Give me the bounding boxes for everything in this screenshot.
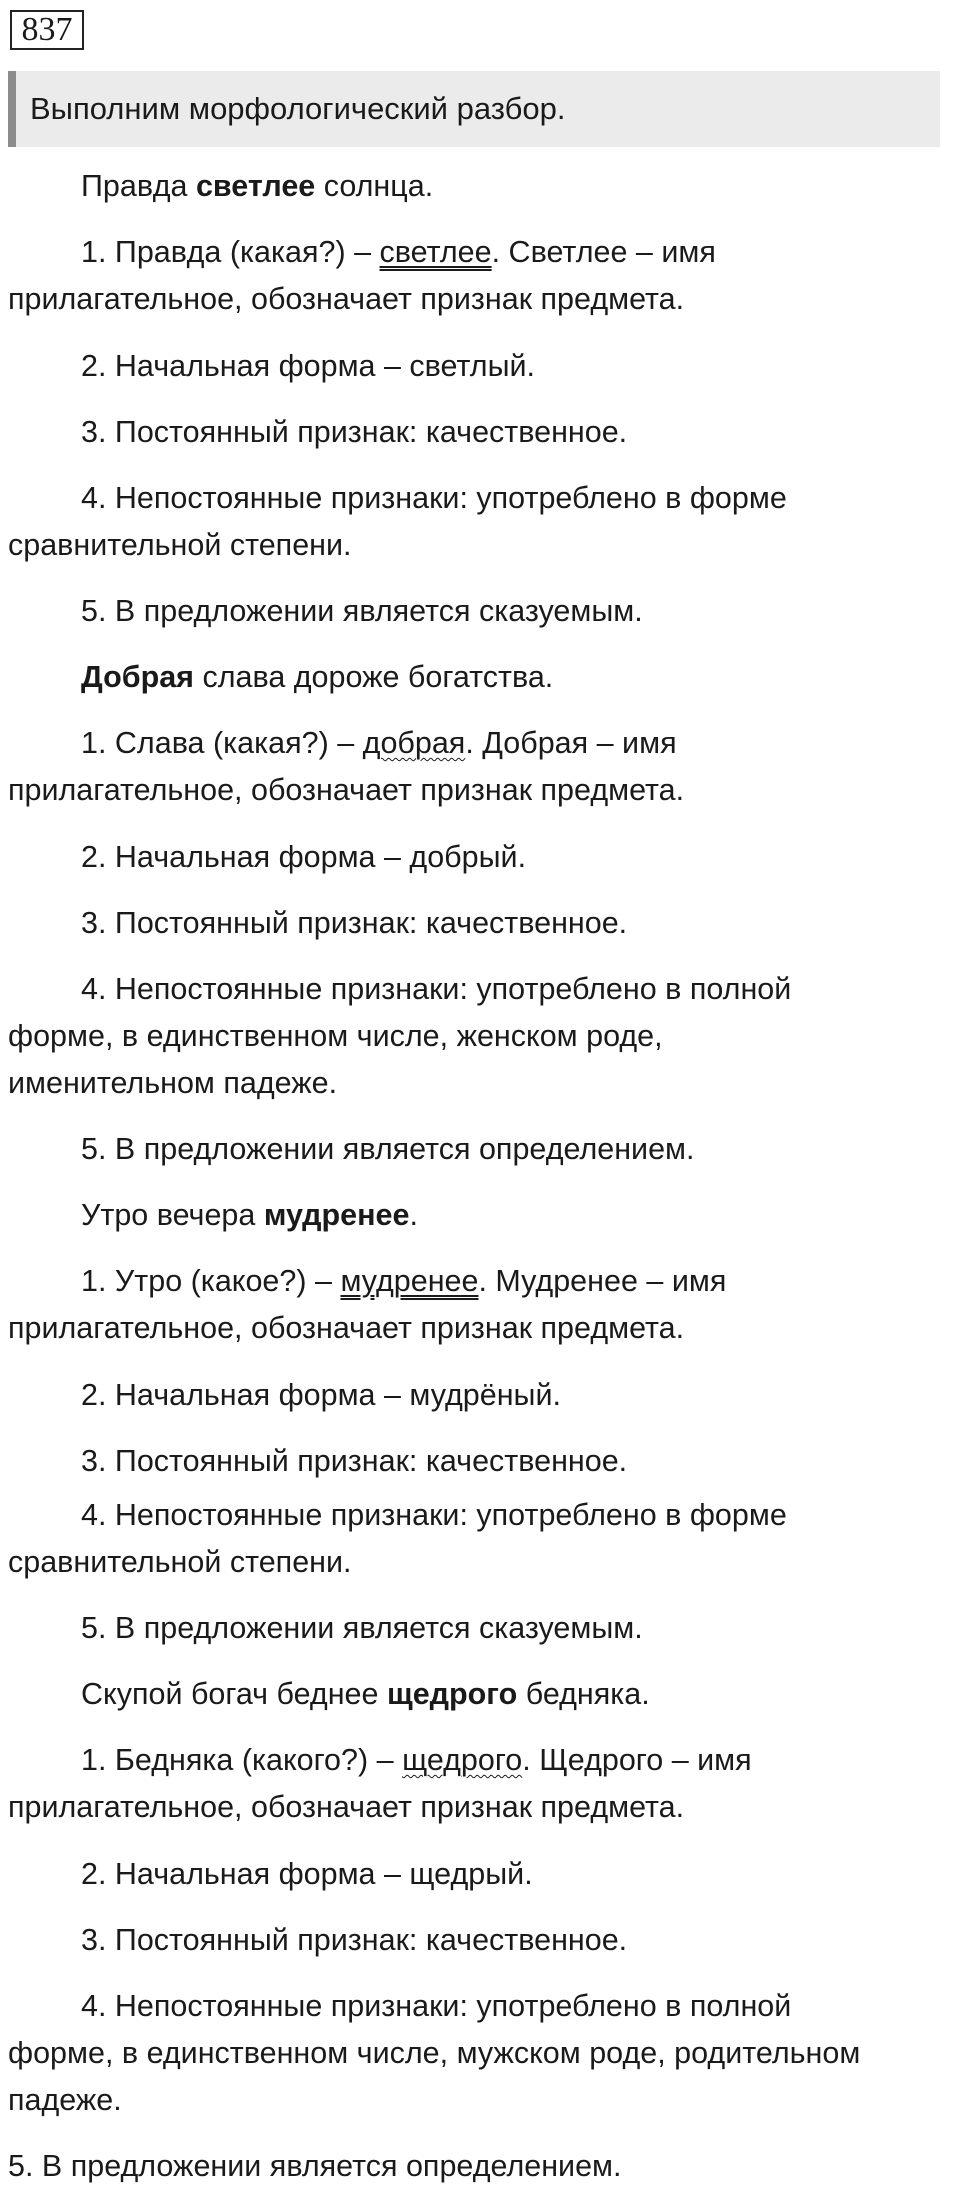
sentence-4: Скупой богач беднее щедрого бедняка. — [81, 1677, 650, 1711]
item-2-3: 3. Постоянный признак: качественное. — [81, 906, 628, 940]
item-1-1-cont: прилагательное, обозначает признак предмета. — [8, 282, 685, 316]
item-2-5: 5. В предложении является определением. — [81, 1132, 695, 1166]
item-2-2: 2. Начальная форма – добрый. — [81, 840, 527, 874]
item-4-2: 2. Начальная форма – щедрый. — [81, 1857, 533, 1891]
attribute-word: щедрого — [402, 1743, 523, 1777]
item-1-5: 5. В предложении является сказуемым. — [81, 594, 643, 628]
item-2-4-cont-2: именительном падеже. — [8, 1066, 338, 1100]
intro-banner: Выполним морфологический разбор. — [8, 71, 940, 147]
predicate-word: светлее — [379, 235, 492, 269]
item-3-3: 3. Постоянный признак: качественное. — [81, 1444, 628, 1478]
item-1-3: 3. Постоянный признак: качественное. — [81, 415, 628, 449]
item-2-1-cont: прилагательное, обозначает признак предмета. — [8, 773, 685, 807]
item-4-3: 3. Постоянный признак: качественное. — [81, 1923, 628, 1957]
item-1-4-cont: сравнительной степени. — [8, 528, 352, 562]
item-3-4-cont: сравнительной степени. — [8, 1545, 352, 1579]
item-4-4: 4. Непостоянные признаки: употреблено в полной — [81, 1989, 792, 2023]
item-4-4-cont-2: падеже. — [8, 2083, 122, 2117]
item-3-1-cont: прилагательное, обозначает признак предмета. — [8, 1311, 685, 1345]
item-1-2: 2. Начальная форма – светлый. — [81, 349, 536, 383]
predicate-word: мудренее — [340, 1264, 479, 1298]
item-2-4-cont-1: форме, в единственном числе, женском роде, — [8, 1019, 663, 1053]
item-3-4: 4. Непостоянные признаки: употреблено в форме — [81, 1498, 787, 1532]
sentence-1: Правда светлее солнца. — [81, 169, 434, 203]
item-4-1-cont: прилагательное, обозначает признак предмета. — [8, 1790, 685, 1824]
item-4-5: 5. В предложении является определением. — [8, 2149, 622, 2183]
item-1-1: 1. Правда (какая?) – светлее. Светлее – имя — [81, 235, 716, 269]
item-4-4-cont-1: форме, в единственном числе, мужском роде, родительном — [8, 2036, 861, 2070]
attribute-word: добрая — [362, 726, 466, 760]
item-3-5: 5. В предложении является сказуемым. — [81, 1611, 643, 1645]
sentence-2: Добрая слава дороже богатства. — [81, 660, 554, 694]
item-2-4: 4. Непостоянные признаки: употреблено в полной — [81, 972, 792, 1006]
item-1-4: 4. Непостоянные признаки: употреблено в форме — [81, 481, 787, 515]
task-number-box: 837 — [10, 10, 84, 50]
sentence-3: Утро вечера мудренее. — [81, 1198, 418, 1232]
item-3-1: 1. Утро (какое?) – мудренее. Мудренее – имя — [81, 1264, 727, 1298]
item-2-1: 1. Слава (какая?) – добрая. Добрая – имя — [81, 726, 677, 760]
item-3-2: 2. Начальная форма – мудрёный. — [81, 1378, 561, 1412]
item-4-1: 1. Бедняка (какого?) – щедрого. Щедрого – имя — [81, 1743, 752, 1777]
